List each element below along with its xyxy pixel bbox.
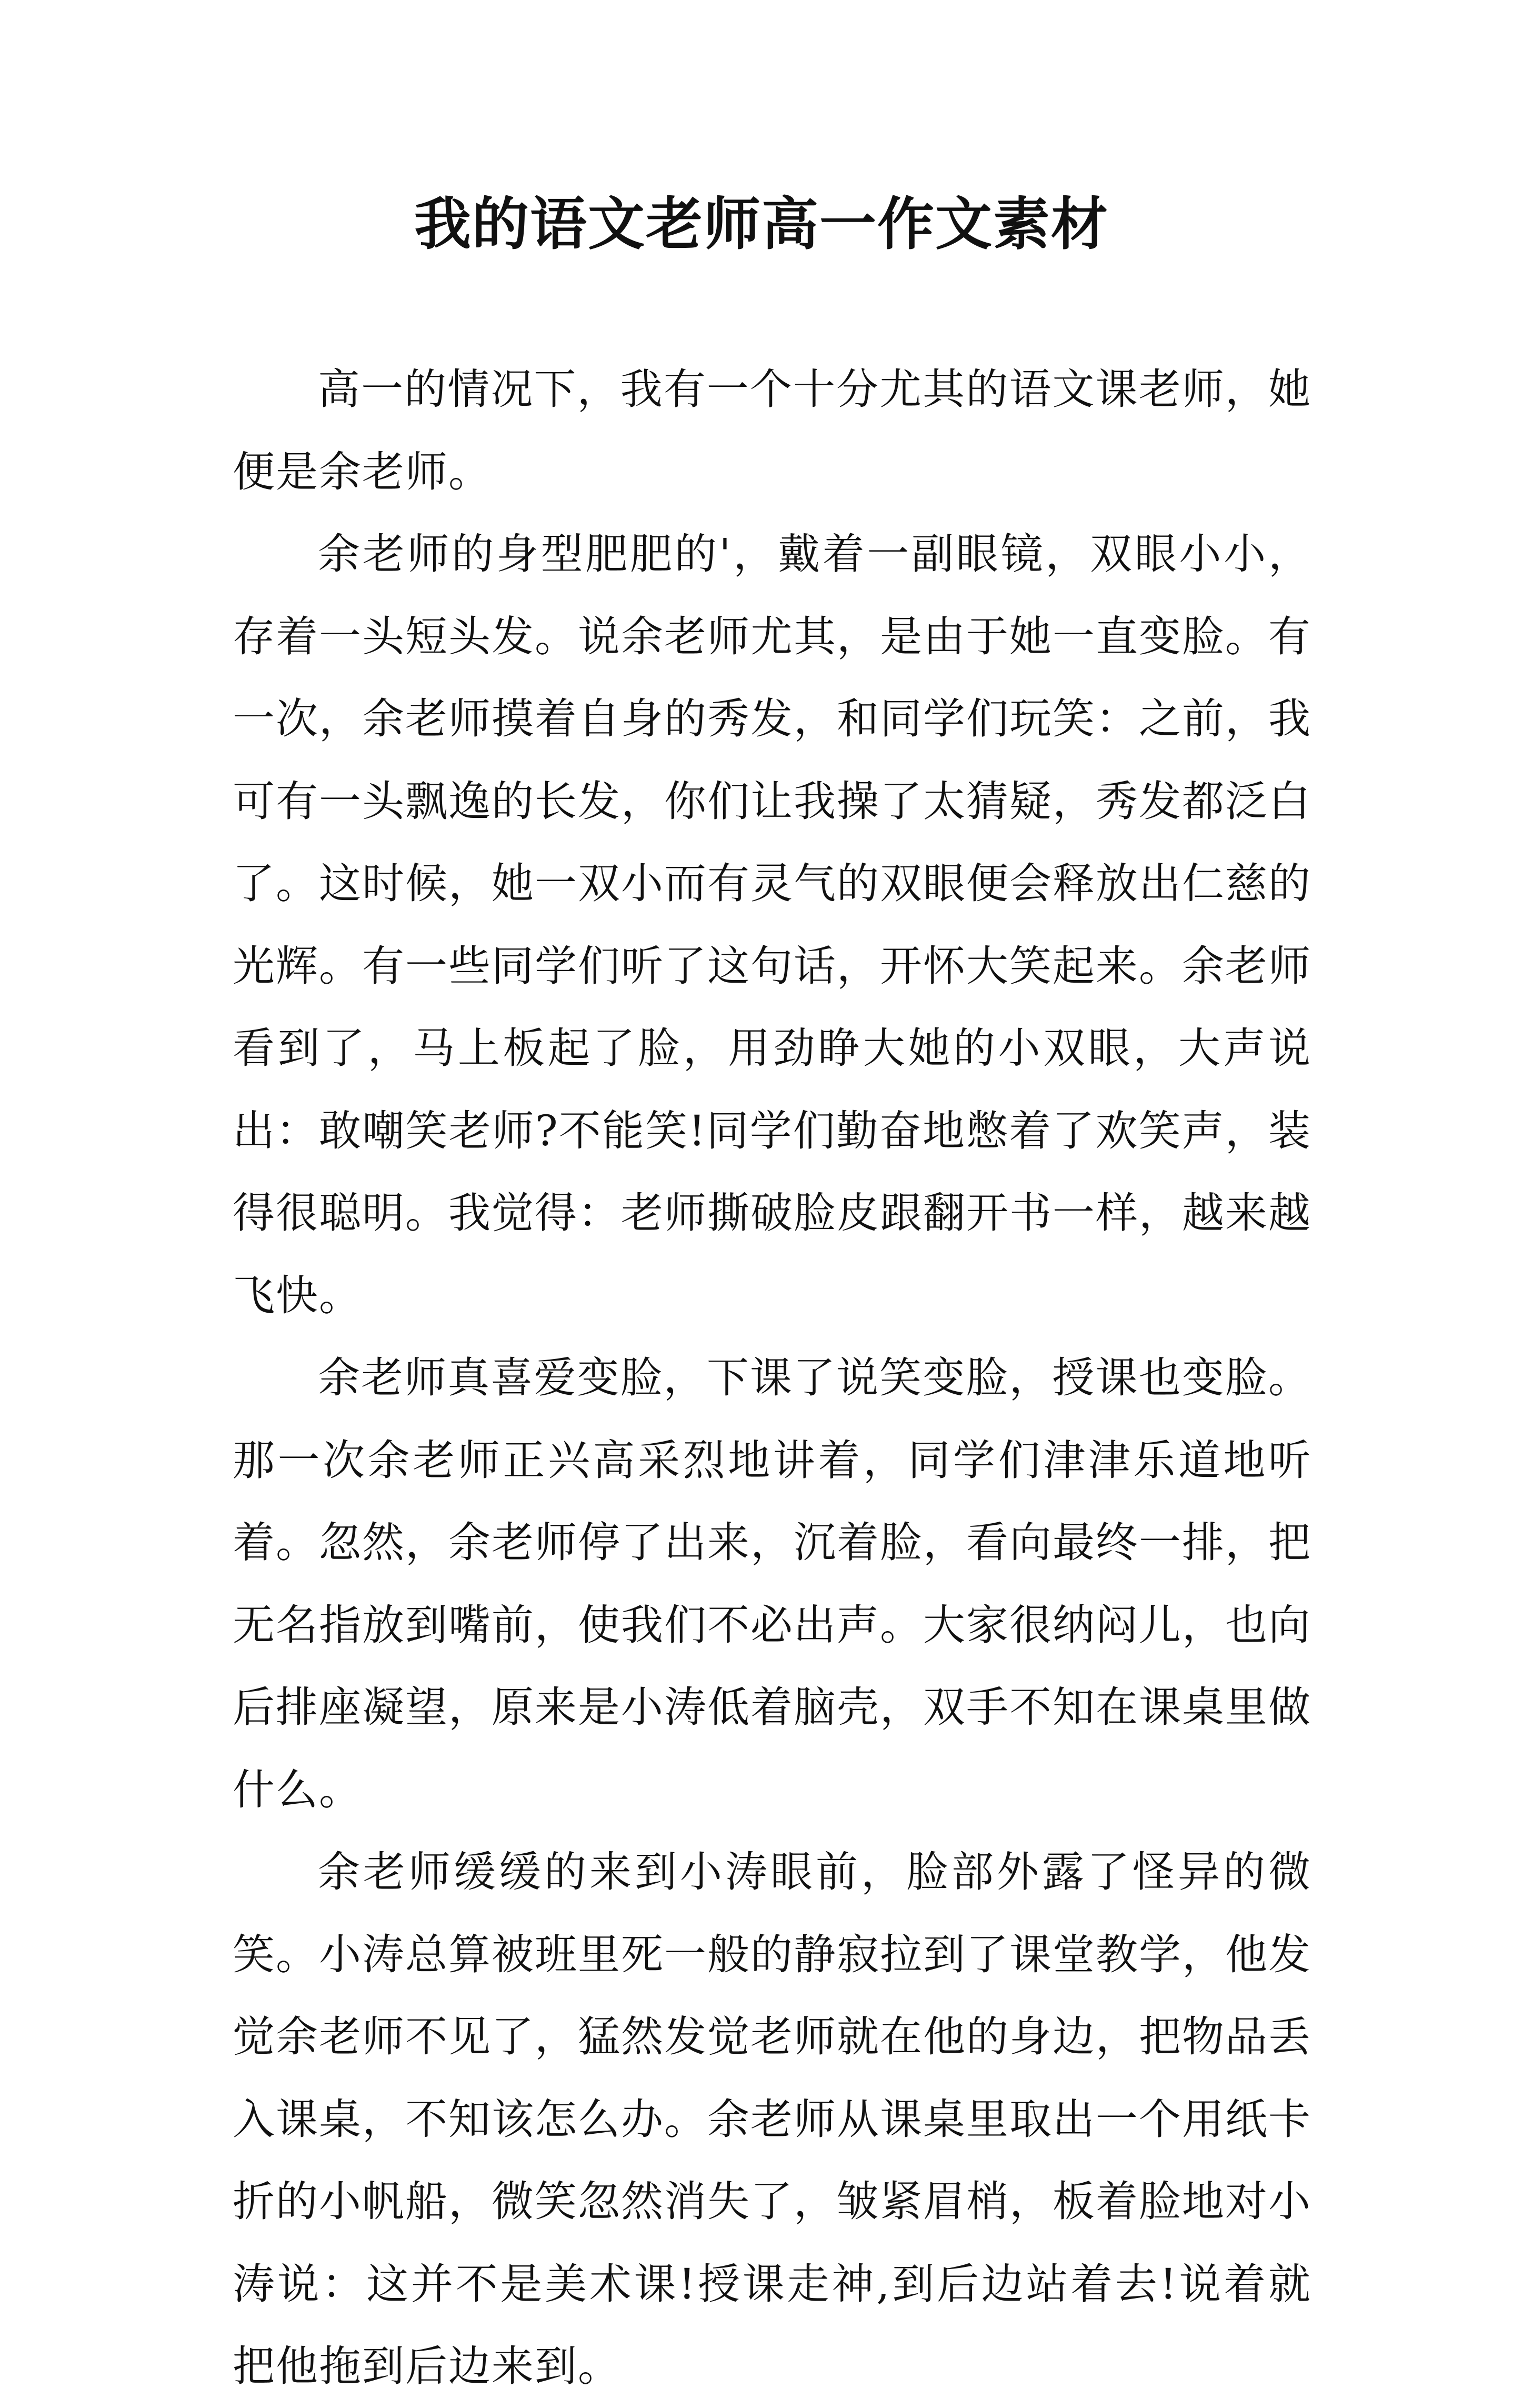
paragraph-3: 余老师真喜爱变脸，下课了说笑变脸，授课也变脸。那一次余老师正兴高采烈地讲着，同学们津津乐道地听着。忽然，余老师停了出来，沉着脸，看向最终一排，把无名指放到嘴前，使我们不必出声。大家很纳闷儿，也向后排座凝望，原来是小涛低着脑壳，双手不知在课桌里做什么。	[233, 1353, 1311, 1814]
paragraph-4: 余老师缓缓的来到小涛眼前，脸部外露了怪异的微笑。小涛总算被班里死一般的静寂拉到了课堂教学，他发觉余老师不见了，猛然发觉老师就在他的身边，把物品丢入课桌，不知该怎么办。余老师从课桌里取出一个用纸卡折的小帆船，微笑忽然消失了，皱紧眉梢，板着脸地对小涛说：这并不是美术课!授课走神,到后边站着去!说着就把他拖到后边来到。	[233, 1847, 1311, 2391]
paragraph-2: 余老师的身型肥肥的'，戴着一副眼镜，双眼小小，存着一头短头发。说余老师尤其，是由于她一直变脸。有一次，余老师摸着自身的秀发，和同学们玩笑：之前，我可有一头飘逸的长发，你们让我操了太猜疑，秀发都泛白了。这时候，她一双小而有灵气的双眼便会释放出仁慈的光辉。有一些同学们听了这句话，开怀大笑起来。余老师看到了，马上板起了脸，用劲睁大她的小双眼，大声说出：敢嘲笑老师?不能笑!同学们勤奋地憋着了欢笑声，装得很聪明。我觉得：老师撕破脸皮跟翻开书一样，越来越飞快。	[233, 529, 1311, 1320]
paragraph-1: 高一的情况下，我有一个十分尤其的语文课老师，她便是余老师。	[233, 365, 1311, 496]
document-body	[233, 348, 1311, 2408]
document-title: 我的语文老师高一作文素材	[414, 191, 1109, 257]
